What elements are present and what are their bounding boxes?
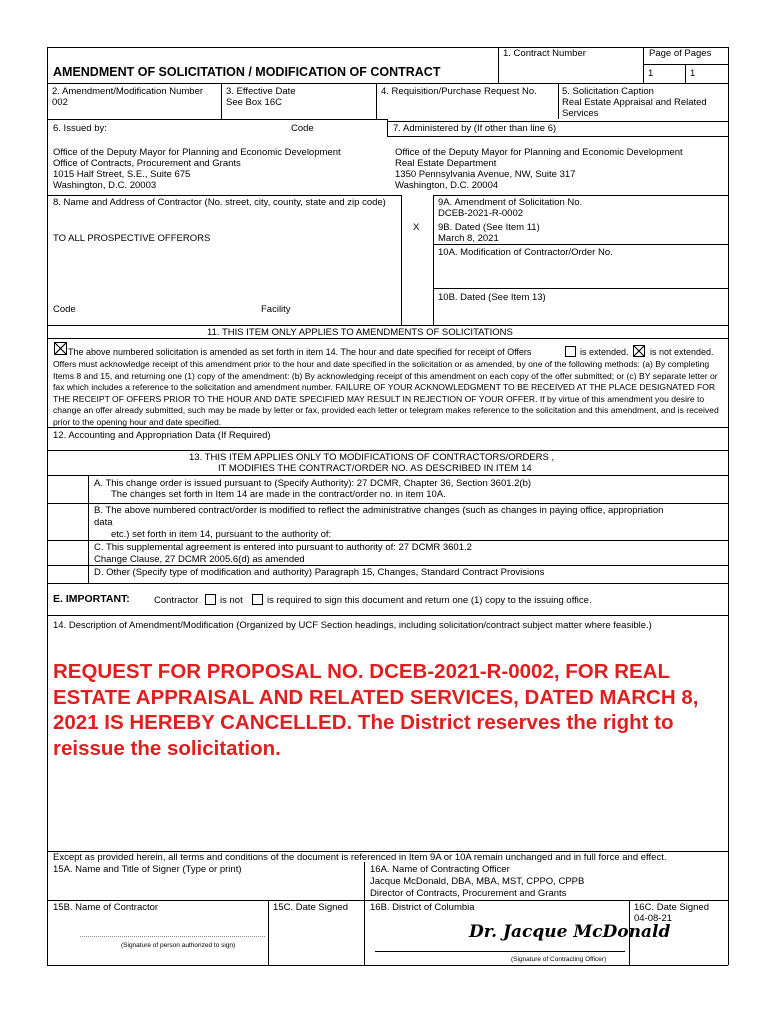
divider	[433, 288, 728, 289]
officer-name: Jacque McDonald, DBA, MBA, MST, CPPO, CPPB	[370, 876, 585, 887]
admin-line: 1350 Pennsylvania Avenue, NW, Suite 317	[395, 169, 576, 180]
contract-number-label: 1. Contract Number	[503, 48, 586, 59]
divider	[47, 615, 728, 616]
item13-d: D. Other (Specify type of modification and authority) Paragraph 15, Changes, Standard Contract Provisions	[94, 567, 545, 578]
item13-b: B. The above numbered contract/order is modified to reflect the administrative changes (such as changes in paying office, appropriation	[94, 505, 664, 516]
district-16b-label: 16B. District of Columbia	[370, 902, 475, 913]
item13-a: A. This change order is issued pursuant to (Specify Authority): 27 DCMR, Chapter 36, Section 3601.2(b)	[94, 478, 532, 489]
divider	[364, 900, 728, 901]
issued-by-label: 6. Issued by:	[53, 123, 107, 134]
divider	[387, 119, 388, 136]
item11-line1: The above numbered solicitation is amended as set forth in item 14. The hour and date specified for receipt of Offers	[68, 347, 532, 357]
is-not-extended-label: is not extended.	[650, 347, 714, 357]
divider	[558, 83, 559, 119]
contractor-address-label: 8. Name and Address of Contractor (No. street, city, county, state and zip code)	[53, 197, 386, 208]
effective-date-value: See Box 16C	[226, 97, 282, 108]
admin-line: Office of the Deputy Mayor for Planning and Economic Development	[395, 147, 683, 158]
signer-15a-label: 15A. Name and Title of Signer (Type or print)	[53, 864, 242, 875]
issuer-line: Washington, D.C. 20003	[53, 180, 157, 191]
dated-9b-label: 9B. Dated (See Item 11)	[438, 222, 540, 233]
divider	[47, 119, 387, 120]
dated-10b-label: 10B. Dated (See Item 13)	[438, 292, 546, 303]
divider	[433, 195, 434, 325]
item12-label: 12. Accounting and Appropriation Data (If Required)	[53, 430, 271, 441]
signature-line	[375, 951, 625, 952]
sig-officer-caption: (Signature of Contracting Officer)	[511, 956, 607, 963]
divider	[47, 565, 728, 566]
amendment-mark: X	[413, 222, 420, 233]
divider	[433, 244, 728, 245]
divider	[387, 136, 728, 137]
divider	[364, 862, 365, 965]
issuer-line: Office of Contracts, Procurement and Grants	[53, 158, 241, 169]
is-extended-label: is extended.	[580, 347, 629, 357]
officer-16a-label: 16A. Name of Contracting Officer	[370, 864, 510, 875]
page-of-pages-label: Page of Pages	[649, 48, 712, 59]
amendment-number-label: 2. Amendment/Modification Number	[52, 86, 204, 97]
page-number: 1	[648, 68, 654, 79]
item11-heading: 11. THIS ITEM ONLY APPLIES TO AMENDMENTS OF SOLICITATIONS	[207, 327, 513, 338]
contractor-is-checkbox[interactable]	[205, 594, 216, 605]
admin-line: Washington, D.C. 20004	[395, 180, 499, 191]
frame-bottom	[47, 965, 728, 966]
divider	[47, 195, 401, 196]
divider	[47, 503, 728, 504]
divider	[47, 325, 728, 326]
extended-checkbox[interactable]	[565, 346, 576, 357]
date-16c-label: 16C. Date Signed	[634, 902, 709, 913]
item13-heading: 13. THIS ITEM APPLIES ONLY TO MODIFICATIONS OF CONTRACTORS/ORDERS ,	[189, 452, 555, 463]
important-contractor: Contractor	[154, 595, 199, 606]
issuer-code-label: Code	[291, 123, 314, 134]
divider	[387, 121, 728, 122]
admin-line: Real Estate Department	[395, 158, 497, 169]
divider	[47, 83, 728, 84]
item14-label: 14. Description of Amendment/Modification (Organized by UCF Section headings, including solicitation/contract subject matter where feasible.)	[53, 620, 652, 631]
checked-checkbox-icon[interactable]	[54, 342, 67, 355]
divider	[643, 47, 644, 83]
not-extended-checkbox-icon[interactable]	[633, 345, 645, 357]
cancellation-notice: REQUEST FOR PROPOSAL NO. DCEB-2021-R-0002, FOR REAL ESTATE APPRAISAL AND RELATED SERVICES, DATED MARCH 8, 2021 IS HEREBY CANCELLED. The District reserves the right to reissue the solicitation.	[53, 660, 699, 760]
issuer-line: Office of the Deputy Mayor for Planning and Economic Development	[53, 147, 341, 158]
item13-c: C. This supplemental agreement is entered into pursuant to authority of: 27 DCMR 3601.2	[94, 542, 472, 553]
form-title: AMENDMENT OF SOLICITATION / MODIFICATION OF CONTRACT	[53, 65, 441, 79]
divider	[47, 540, 728, 541]
caption-value: Real Estate Appraisal and Related	[562, 97, 707, 108]
frame-top	[47, 47, 728, 48]
mod-10a-label: 10A. Modification of Contractor/Order No.	[438, 247, 613, 258]
facility-label: Facility	[261, 304, 291, 315]
page-total: 1	[690, 68, 696, 79]
divider	[498, 47, 499, 83]
divider	[685, 64, 686, 83]
except-text: Except as provided herein, all terms and conditions of the document is referenced in Item 9A or 10A remain unchanged and in full force and effect.	[53, 852, 667, 863]
important-required: is required to sign this document and return one (1) copy to the issuing office.	[267, 595, 592, 606]
item13-c: Change Clause, 27 DCMR 2005.6(d) as amended	[94, 554, 305, 565]
officer-title: Director of Contracts, Procurement and Grants	[370, 888, 567, 899]
item13-a: The changes set forth in Item 14 are made in the contract/order no. in item 10A.	[111, 489, 446, 500]
caption-value: Services	[562, 108, 599, 119]
date-15c-label: 15C. Date Signed	[273, 902, 348, 913]
amend-9a-value: DCEB-2021-R-0002	[438, 208, 524, 219]
requisition-label: 4. Requisition/Purchase Request No.	[381, 86, 537, 97]
divider	[47, 338, 728, 339]
frame-left	[47, 47, 48, 965]
item13-heading: IT MODIFIES THE CONTRACT/ORDER NO. AS DESCRIBED IN ITEM 14	[218, 463, 532, 474]
divider	[88, 475, 89, 583]
contractor-code-label: Code	[53, 304, 76, 315]
divider	[433, 195, 728, 196]
caption-label: 5. Solicitation Caption	[562, 86, 654, 97]
important-is-not: is not	[220, 595, 243, 606]
divider	[376, 83, 377, 119]
effective-date-label: 3. Effective Date	[226, 86, 296, 97]
frame-right	[728, 47, 729, 965]
dated-9b-value: March 8, 2021	[438, 233, 499, 244]
amend-9a-label: 9A. Amendment of Solicitation No.	[438, 197, 583, 208]
divider	[643, 64, 728, 65]
administered-label: 7. Administered by (If other than line 6)	[393, 123, 557, 134]
divider	[221, 83, 222, 119]
item13-b: data	[94, 517, 113, 528]
date-16c-value: 04-08-21	[634, 913, 673, 924]
signature-line	[80, 936, 265, 937]
divider	[47, 900, 364, 901]
divider	[268, 900, 269, 965]
item11-body: Offers must acknowledge receipt of this amendment prior to the hour and date specified in the solicitation or as amended, by one of the following methods: (a) By completing Items 8 and 15, and returning one (1) copy of the amendment: (b) By acknowledging receipt of this amendment on each copy of the offer submitted; or (c) BY separate letter or fax which includes a reference to the solicitation and amendment number. FAILURE OF YOUR ACKNOWLEDGMENT TO BE RECEIVED AT THE PLACE DESIGNATED FOR THE RECEIPT OF OFFERS PRIOR TO THE HOUR AND DATE SPECIFIED MAY RESULT IN REJECTION OF YOUR OFFER. If by virtue of this amendment you desire to change an offer already submitted, such may be made by letter or fax, provided each letter or telegram makes reference to the solicitation and this amendment, and is received prior to the opening hour and date specified.	[53, 359, 719, 427]
item13-b: etc.) set forth in item 14, pursuant to the authority of:	[111, 529, 332, 540]
divider	[47, 475, 728, 476]
officer-signature: Dr. Jacque McDonald	[469, 922, 671, 942]
contractor-address-value: TO ALL PROSPECTIVE OFFERORS	[53, 233, 211, 244]
divider	[47, 450, 728, 451]
sig-person-caption: (Signature of person authorized to sign)	[121, 942, 236, 949]
amendment-number-value: 002	[52, 97, 68, 108]
issuer-line: 1015 Half Street, S.E., Suite 675	[53, 169, 191, 180]
important-label: E. IMPORTANT:	[53, 593, 130, 605]
contractor-is-not-checkbox[interactable]	[252, 594, 263, 605]
contractor-15b-label: 15B. Name of Contractor	[53, 902, 159, 913]
divider	[47, 583, 728, 584]
divider	[401, 195, 402, 325]
